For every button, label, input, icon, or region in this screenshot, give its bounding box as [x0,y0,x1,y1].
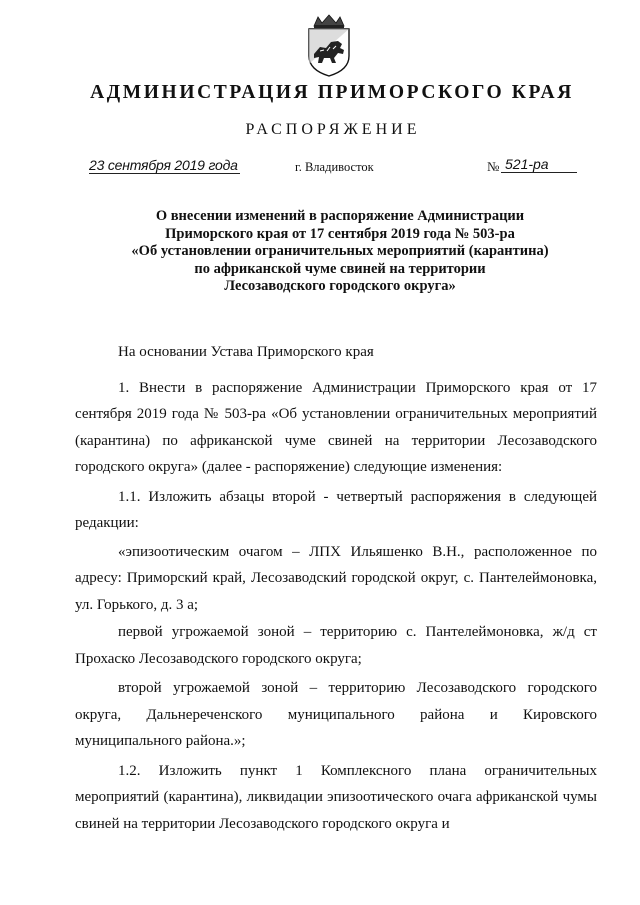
title-line: «Об установлении ограничительных мероприятий (карантина) [131,243,549,260]
document-date: 23 сентября 2019 года [89,157,238,173]
paragraph-1-2: 1.2. Изложить пункт 1 Комплексного плана ограничительных мероприятий (карантина), ликвидации эпизоотического очага африканской чумы свиней на территории Лесозаводского городского округа и [75,762,597,832]
quoted-paragraph-1: «эпизоотическим очагом – ЛПХ Ильяшенко В.Н., расположенное по адресу: Приморский край, Лесозаводский городской округ, с. Пантелеймоновка, ул. Горького, д. 3 а; [75,543,597,613]
document-city: г. Владивосток [295,160,374,174]
quoted-paragraph-2: первой угрожаемой зоной – территорию с. Пантелеймоновка, ж/д ст Прохаско Лесозаводского городского округа; [75,624,597,667]
paragraph-1-1: 1.1. Изложить абзацы второй - четвертый распоряжения в следующей редакции: [75,488,597,531]
basis-paragraph: На основании Устава Приморского края [118,344,374,360]
coat-of-arms-icon [300,14,358,78]
document-body [75,339,597,837]
document-type: РАСПОРЯЖЕНИЕ [245,121,421,138]
quoted-paragraph-3: второй угрожаемой зоной – территорию Лесозаводского городского округа, Дальнереченского муниципального района и Кировского муниципального района.»; [75,680,597,749]
organization-name: АДМИНИСТРАЦИЯ ПРИМОРСКОГО КРАЯ [90,82,574,103]
title-line: О внесении изменений в распоряжение Администрации [155,208,525,224]
document-title [110,208,570,296]
document-number-label: № [487,159,500,174]
document-number: 521-ра [501,156,577,173]
paragraph-1: 1. Внести в распоряжение Администрации Приморского края от 17 сентября 2019 года № 503-ра «Об установлении ограничительных мероприятий (карантина) по африканской чуме свиней на территории Лесозаводского городского округа» (далее - распоряжение) следующие изменения: [75,379,597,475]
title-line: по африканской чуме свиней на территории [194,260,486,277]
title-line: Приморского края от 17 сентября 2019 года № 503-ра [165,225,515,242]
title-line: Лесозаводского городского округа» [224,278,456,295]
